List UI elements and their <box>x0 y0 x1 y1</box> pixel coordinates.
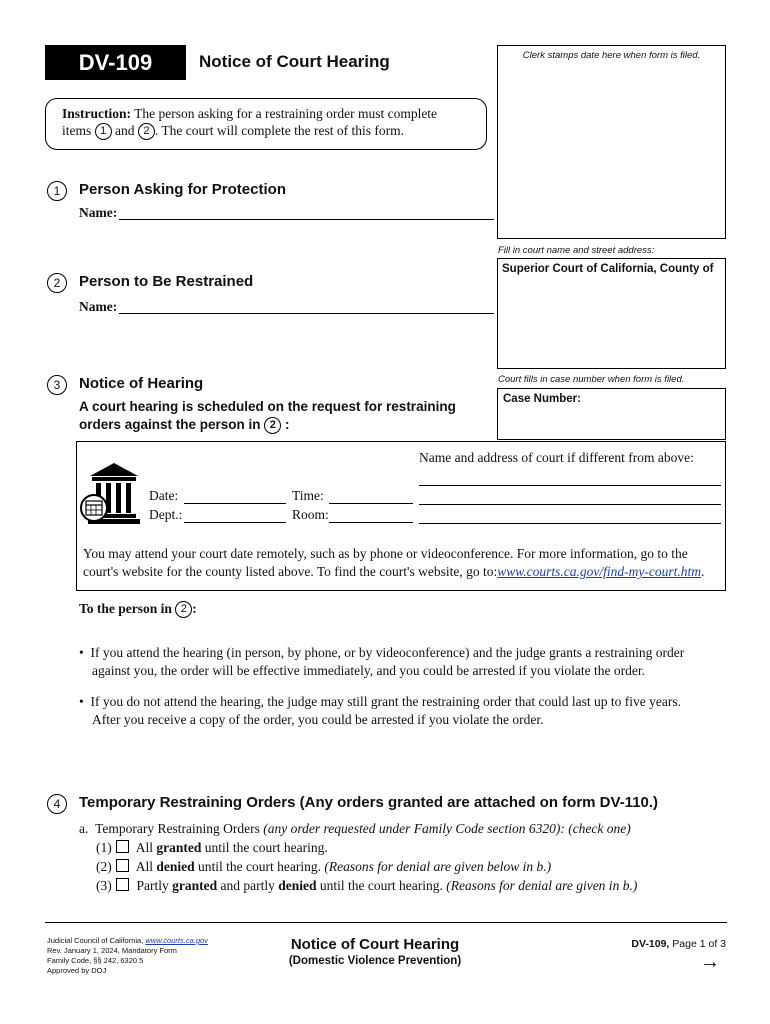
form-id-badge <box>45 45 186 80</box>
footer-divider <box>45 922 727 923</box>
option-partly-granted <box>96 878 637 894</box>
time-label: Time: <box>292 488 324 503</box>
time-field[interactable] <box>329 503 413 504</box>
dept-field[interactable] <box>184 522 286 523</box>
room-label: Room: <box>292 507 329 522</box>
item-a-text: Temporary Restraining Orders <box>95 821 264 836</box>
item-ref-2: 2 <box>175 601 192 618</box>
bullet-1-line2: against you, the order will be effective immediately, and you could be arrested if you violate the order. <box>92 663 645 678</box>
footer-line1: Judicial Council of California, <box>47 936 146 945</box>
section-number-4: 4 <box>47 794 67 814</box>
instruction-text: items <box>62 123 95 138</box>
footer-title: Notice of Court Hearing <box>290 936 460 953</box>
petitioner-name-field[interactable] <box>119 219 494 220</box>
option-text: Partly <box>136 878 173 893</box>
option-denied-all <box>96 859 551 875</box>
bullet-item-2 <box>79 693 681 729</box>
court-name-hint: Fill in court name and street address: <box>498 245 655 256</box>
section-number-1: 1 <box>47 181 67 201</box>
instruction-box <box>45 98 487 150</box>
footer-line3: Family Code, §§ 242, 6320.5 <box>47 956 144 965</box>
section-title-4: Temporary Restraining Orders (Any orders granted are attached on form DV-110.) <box>79 794 659 811</box>
hearing-subtitle-colon: : <box>281 417 290 432</box>
item-a-italic: (any order requested under Family Code section 6320): (check one) <box>263 821 631 836</box>
to-person-colon: : <box>192 601 197 616</box>
item-ref-2: 2 <box>264 417 281 434</box>
option-bold: denied <box>156 859 195 874</box>
alt-court-line-3[interactable] <box>419 523 721 524</box>
instruction-text: . The court will complete the rest of this form. <box>154 123 404 138</box>
room-field[interactable] <box>329 522 413 523</box>
partly-granted-checkbox[interactable] <box>116 878 129 891</box>
courts-link[interactable]: www.courts.ca.gov <box>145 936 208 945</box>
option-text: until the court hearing. <box>316 878 447 893</box>
page-number: Page 1 of 3 <box>669 938 726 950</box>
option-text: and partly <box>217 878 279 893</box>
bullet-2-line1: If you do not attend the hearing, the judge may still grant the restraining order that could last up to five years. <box>90 694 681 709</box>
option-text: until the court hearing. <box>201 840 328 855</box>
footer-subtitle: (Domestic Violence Prevention) <box>288 955 462 967</box>
next-page-arrow-icon[interactable]: → <box>700 951 720 973</box>
remote-line1: You may attend your court date remotely, such as by phone or videoconference. For more information, go to the <box>83 546 688 561</box>
footer-line4: Approved by DOJ <box>47 966 107 975</box>
court-name-label: Superior Court of California, County of <box>502 263 714 275</box>
hearing-subtitle-line1: A court hearing is scheduled on the request for restraining <box>79 399 456 414</box>
date-label: Date: <box>149 488 179 503</box>
case-number-hint: Court fills in case number when form is filed. <box>498 374 685 385</box>
case-number-label: Case Number: <box>503 393 581 405</box>
section-title-3: Notice of Hearing <box>79 375 204 392</box>
option-bold: granted <box>172 878 218 893</box>
dept-label: Dept.: <box>149 507 183 522</box>
form-id: DV-109 <box>78 49 153 75</box>
granted-all-checkbox[interactable] <box>116 840 129 853</box>
remote-attendance-text <box>83 545 725 581</box>
section-number-2: 2 <box>47 273 67 293</box>
option-number: (1) <box>96 840 112 855</box>
item-ref-1: 1 <box>95 123 112 140</box>
bullet-2-line2: After you receive a copy of the order, you could be arrested if you violate the order. <box>92 712 544 727</box>
hearing-subtitle <box>79 398 456 434</box>
option-text: All <box>135 840 157 855</box>
section-title-1: Person Asking for Protection <box>79 181 286 198</box>
clerk-stamp-hint: Clerk stamps date here when form is filed. <box>522 50 701 61</box>
clerk-stamp-box <box>497 45 726 239</box>
remote-line2: court's website for the county listed above. To find the court's website, go to: <box>83 564 498 579</box>
instruction-line1: The person asking for a restraining order must complete <box>131 106 438 121</box>
form-title: Notice of Court Hearing <box>199 52 390 71</box>
to-person-heading <box>79 601 197 618</box>
court-name-box[interactable] <box>497 258 726 369</box>
option-number: (2) <box>96 859 112 874</box>
denied-all-checkbox[interactable] <box>116 859 129 872</box>
tro-item-a <box>79 821 631 837</box>
alt-court-line-2[interactable] <box>419 504 721 505</box>
item-a-label: a. <box>79 821 89 836</box>
date-field[interactable] <box>184 503 286 504</box>
bullet-1-line1: If you attend the hearing (in person, by phone, or by videoconference) and the judge grants a restraining order <box>90 645 685 660</box>
section-title-2: Person to Be Restrained <box>79 273 254 290</box>
option-text: until the court hearing. <box>194 859 325 874</box>
alt-court-line-1[interactable] <box>419 485 721 486</box>
hearing-subtitle-line2: orders against the person in <box>79 417 265 432</box>
footer-line2: Rev. January 1, 2024, Mandatory Form <box>47 946 177 955</box>
option-italic: (Reasons for denial are given in b.) <box>446 878 638 893</box>
respondent-name-label: Name: <box>79 299 118 314</box>
instruction-label: Instruction: <box>62 106 132 121</box>
footer-title-block <box>260 936 490 967</box>
instruction-text: and <box>111 123 138 138</box>
bullet-icon: • <box>79 645 91 660</box>
section-number-3: 3 <box>47 375 67 395</box>
bullet-item-1 <box>79 644 684 680</box>
option-text: All <box>135 859 157 874</box>
page-indicator <box>610 938 726 950</box>
item-ref-2: 2 <box>138 123 155 140</box>
option-bold: denied <box>278 878 317 893</box>
option-italic: (Reasons for denial are given below in b.) <box>324 859 552 874</box>
respondent-name-field[interactable] <box>119 313 494 314</box>
footer-legal <box>47 936 208 976</box>
find-my-court-link[interactable]: www.courts.ca.gov/find-my-court.htm <box>497 564 701 579</box>
to-person-label: To the person in <box>79 601 176 616</box>
option-granted-all <box>96 840 328 856</box>
petitioner-name-label: Name: <box>79 205 118 220</box>
bullet-icon: • <box>79 694 91 709</box>
footer-form-id: DV-109, <box>631 938 670 950</box>
option-number: (3) <box>96 878 112 893</box>
case-number-box[interactable] <box>497 388 726 440</box>
alt-court-label: Name and address of court if different from above: <box>419 450 694 465</box>
courthouse-calendar-icon <box>80 460 140 526</box>
option-bold: granted <box>156 840 202 855</box>
remote-end: . <box>700 564 705 579</box>
